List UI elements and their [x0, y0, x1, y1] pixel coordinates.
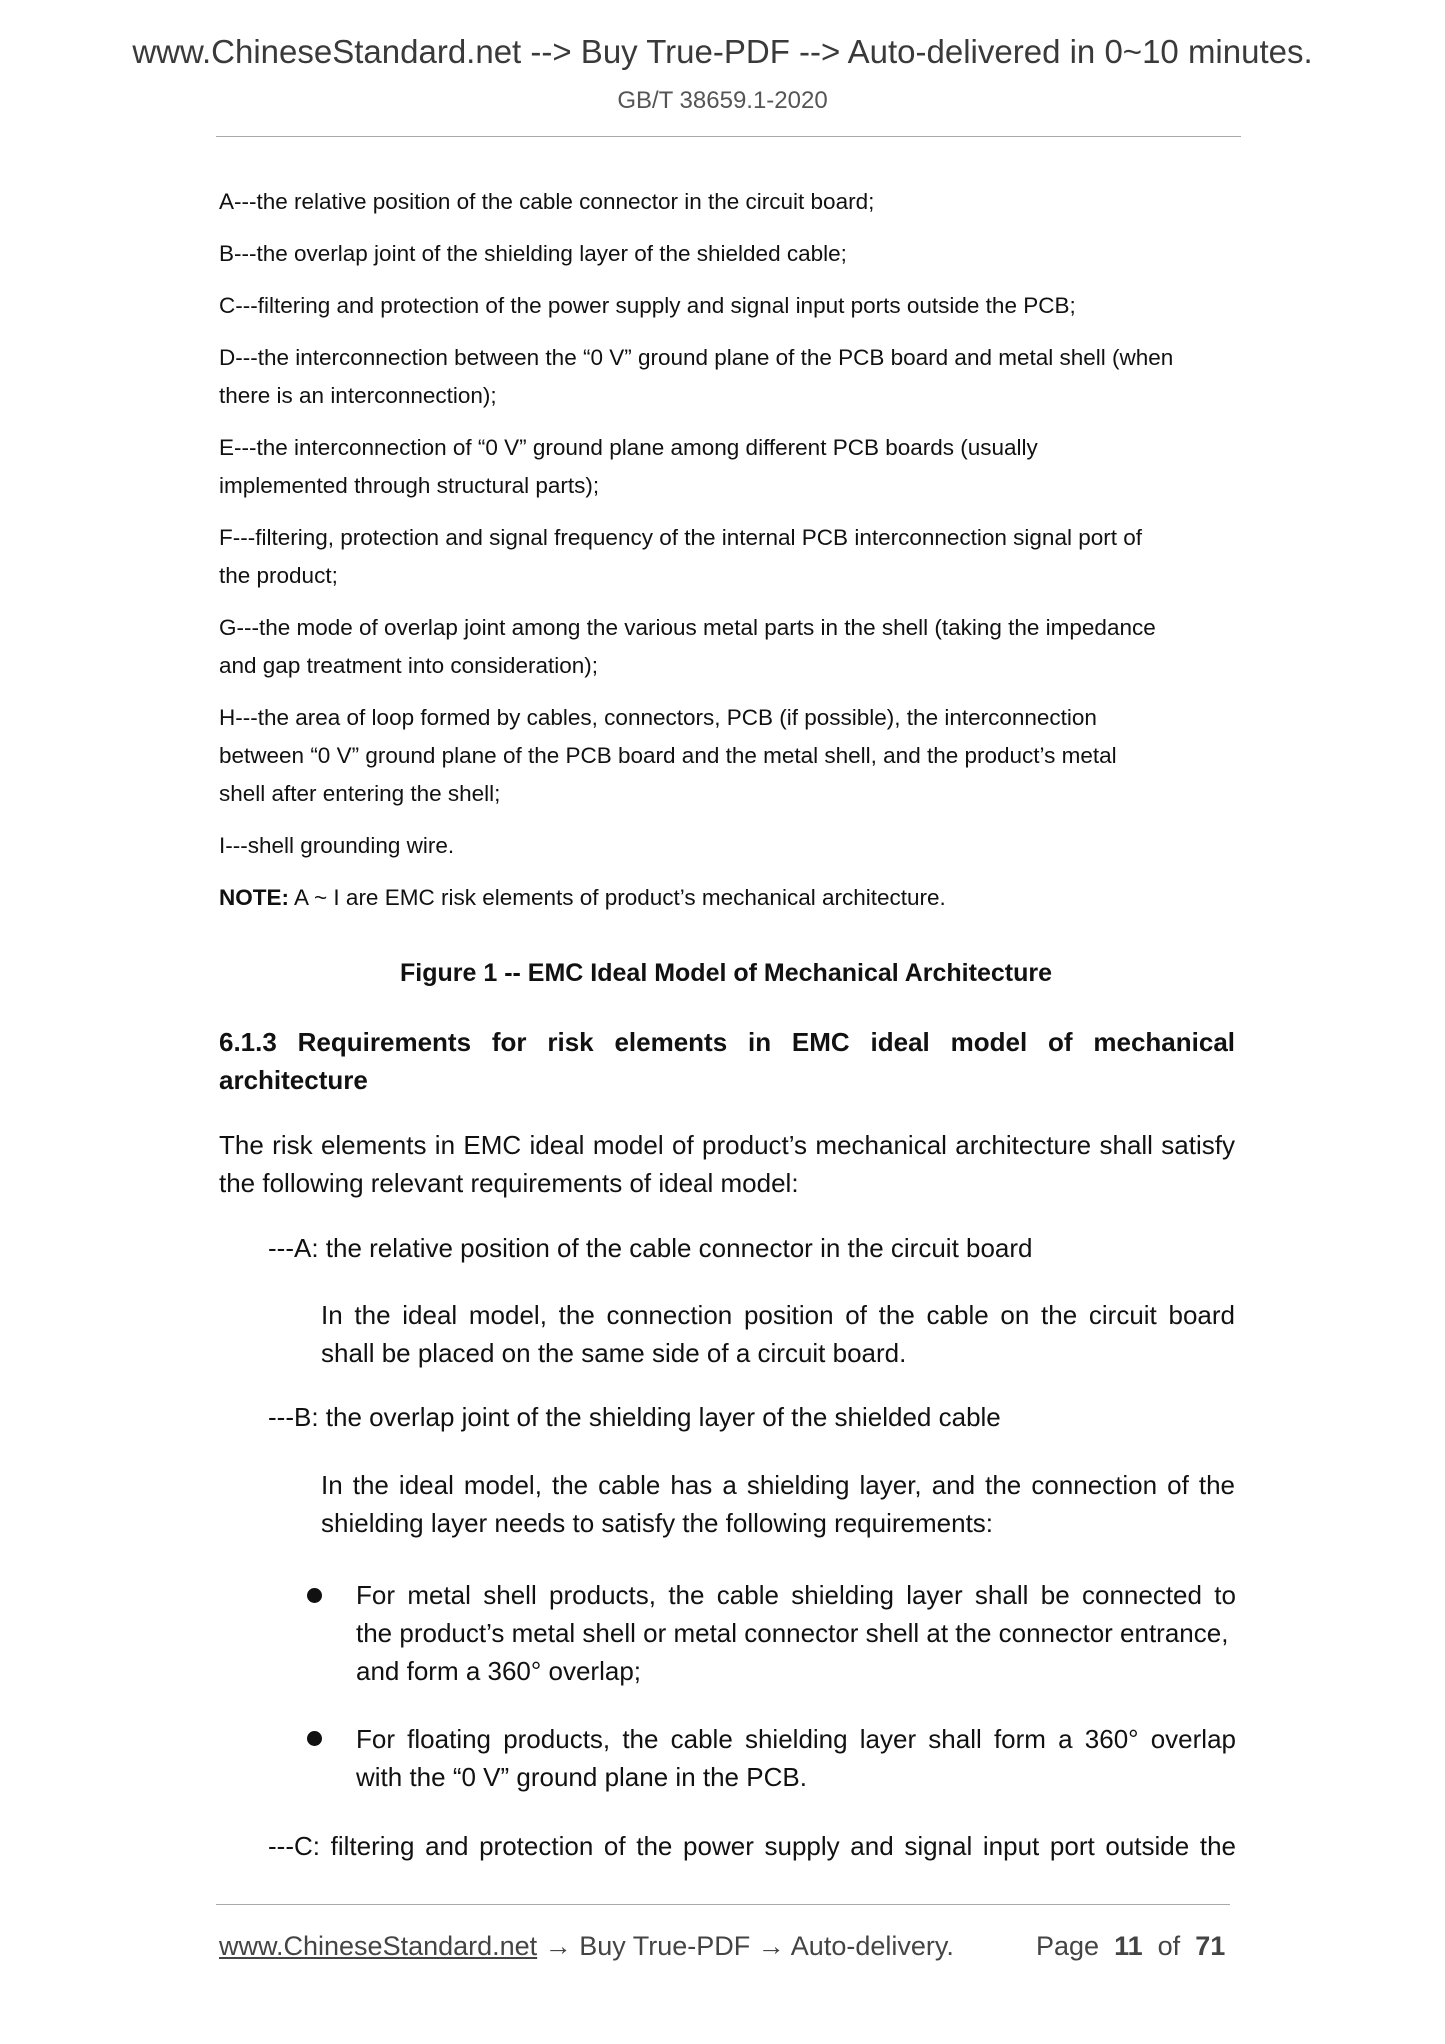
- legend-item-h: [219, 699, 1239, 813]
- legend-line: B---the overlap joint of the shielding layer of the shielded cable;: [219, 241, 847, 266]
- legend-item-a: [219, 183, 1239, 221]
- legend-item-i: [219, 827, 1239, 865]
- item-b-line: In the ideal model, the cable has a shielding layer, and the connection of the: [321, 1470, 1235, 1500]
- figure-title: Figure 1 -- EMC Ideal Model of Mechanical Architecture: [400, 959, 1052, 987]
- page-label: Page: [1036, 1931, 1100, 1961]
- bullet-icon: [307, 1588, 322, 1603]
- bullet-icon: [307, 1731, 322, 1746]
- note: [219, 879, 1239, 917]
- page-number: 11: [1114, 1931, 1143, 1961]
- legend-line: implemented through structural parts);: [219, 473, 600, 498]
- footer-buy-text: Buy True-PDF: [579, 1931, 751, 1961]
- footer-site-link[interactable]: www.ChineseStandard.net: [219, 1931, 538, 1961]
- legend-line: F---filtering, protection and signal frequency of the internal PCB interconnection signal port of: [219, 525, 1142, 550]
- legend-line: between “0 V” ground plane of the PCB board and the metal shell, and the product’s metal: [219, 743, 1117, 768]
- item-c-title: ---C: filtering and protection of the power supply and signal input port outside the: [268, 1831, 1236, 1861]
- legend-item-g: [219, 609, 1239, 685]
- intro-line: The risk elements in EMC ideal model of product’s mechanical architecture shall satisfy: [219, 1130, 1235, 1160]
- item-b-title: ---B: the overlap joint of the shielding layer of the shielded cable: [268, 1402, 1001, 1432]
- legend-line: shell after entering the shell;: [219, 781, 501, 806]
- intro-paragraph: [219, 1126, 1235, 1202]
- note-text: A ~ I are EMC risk elements of product’s mechanical architecture.: [294, 885, 946, 910]
- bullet-item-metal-shell: [356, 1576, 1236, 1690]
- item-a-title: ---A: the relative position of the cable connector in the circuit board: [268, 1233, 1033, 1263]
- legend-item-d: [219, 339, 1239, 415]
- item-a-line: In the ideal model, the connection position of the cable on the circuit board: [321, 1300, 1235, 1330]
- legend-line: D---the interconnection between the “0 V” ground plane of the PCB board and metal shell (when: [219, 345, 1174, 370]
- item-b-paragraph: [321, 1466, 1235, 1542]
- header-divider: [216, 136, 1241, 137]
- legend-line: A---the relative position of the cable connector in the circuit board;: [219, 189, 875, 214]
- header-banner: www.ChineseStandard.net --> Buy True-PDF --> Auto-delivered in 0~10 minutes.: [132, 33, 1313, 70]
- legend-item-f: [219, 519, 1239, 595]
- legend-line: the product;: [219, 563, 338, 588]
- footer-left: [219, 1927, 954, 1965]
- section-heading: [219, 1023, 1235, 1099]
- arrow-icon: →: [544, 1931, 572, 1961]
- note-label: NOTE:: [219, 885, 289, 910]
- legend-item-c: [219, 287, 1239, 325]
- legend-line: I---shell grounding wire.: [219, 833, 455, 858]
- bullet-line: and form a 360° overlap;: [356, 1656, 642, 1686]
- item-a-paragraph: [321, 1296, 1235, 1372]
- bullet-line: For floating products, the cable shielding layer shall form a 360° overlap: [356, 1724, 1236, 1754]
- standard-code: GB/T 38659.1-2020: [617, 87, 828, 114]
- footer-divider: [216, 1904, 1230, 1905]
- bullet-line: the product’s metal shell or metal connector shell at the connector entrance,: [356, 1618, 1229, 1648]
- legend-item-e: [219, 429, 1239, 505]
- figure-legend: [219, 183, 1239, 917]
- bullet-line: For metal shell products, the cable shielding layer shall be connected to: [356, 1580, 1236, 1610]
- bullet-item-floating: [356, 1720, 1236, 1796]
- total-pages: 71: [1195, 1931, 1226, 1961]
- intro-line: the following relevant requirements of ideal model:: [219, 1168, 799, 1198]
- legend-item-b: [219, 235, 1239, 273]
- bullet-line: with the “0 V” ground plane in the PCB.: [356, 1762, 807, 1792]
- legend-line: E---the interconnection of “0 V” ground plane among different PCB boards (usually: [219, 435, 1038, 460]
- legend-line: H---the area of loop formed by cables, connectors, PCB (if possible), the interconnection: [219, 705, 1097, 730]
- section-heading-line: 6.1.3 Requirements for risk elements in EMC ideal model of mechanical: [219, 1027, 1235, 1057]
- item-b-line: shielding layer needs to satisfy the following requirements:: [321, 1508, 994, 1538]
- legend-line: there is an interconnection);: [219, 383, 497, 408]
- section-heading-line: architecture: [219, 1065, 368, 1095]
- footer-delivery-text: Auto-delivery.: [790, 1931, 954, 1961]
- item-a-line: shall be placed on the same side of a circuit board.: [321, 1338, 907, 1368]
- legend-line: C---filtering and protection of the power supply and signal input ports outside the PCB;: [219, 293, 1076, 318]
- of-label: of: [1157, 1931, 1181, 1961]
- legend-line: G---the mode of overlap joint among the various metal parts in the shell (taking the impedance: [219, 615, 1156, 640]
- page-indicator: [1036, 1927, 1225, 1965]
- arrow-icon: →: [757, 1931, 785, 1961]
- legend-line: and gap treatment into consideration);: [219, 653, 598, 678]
